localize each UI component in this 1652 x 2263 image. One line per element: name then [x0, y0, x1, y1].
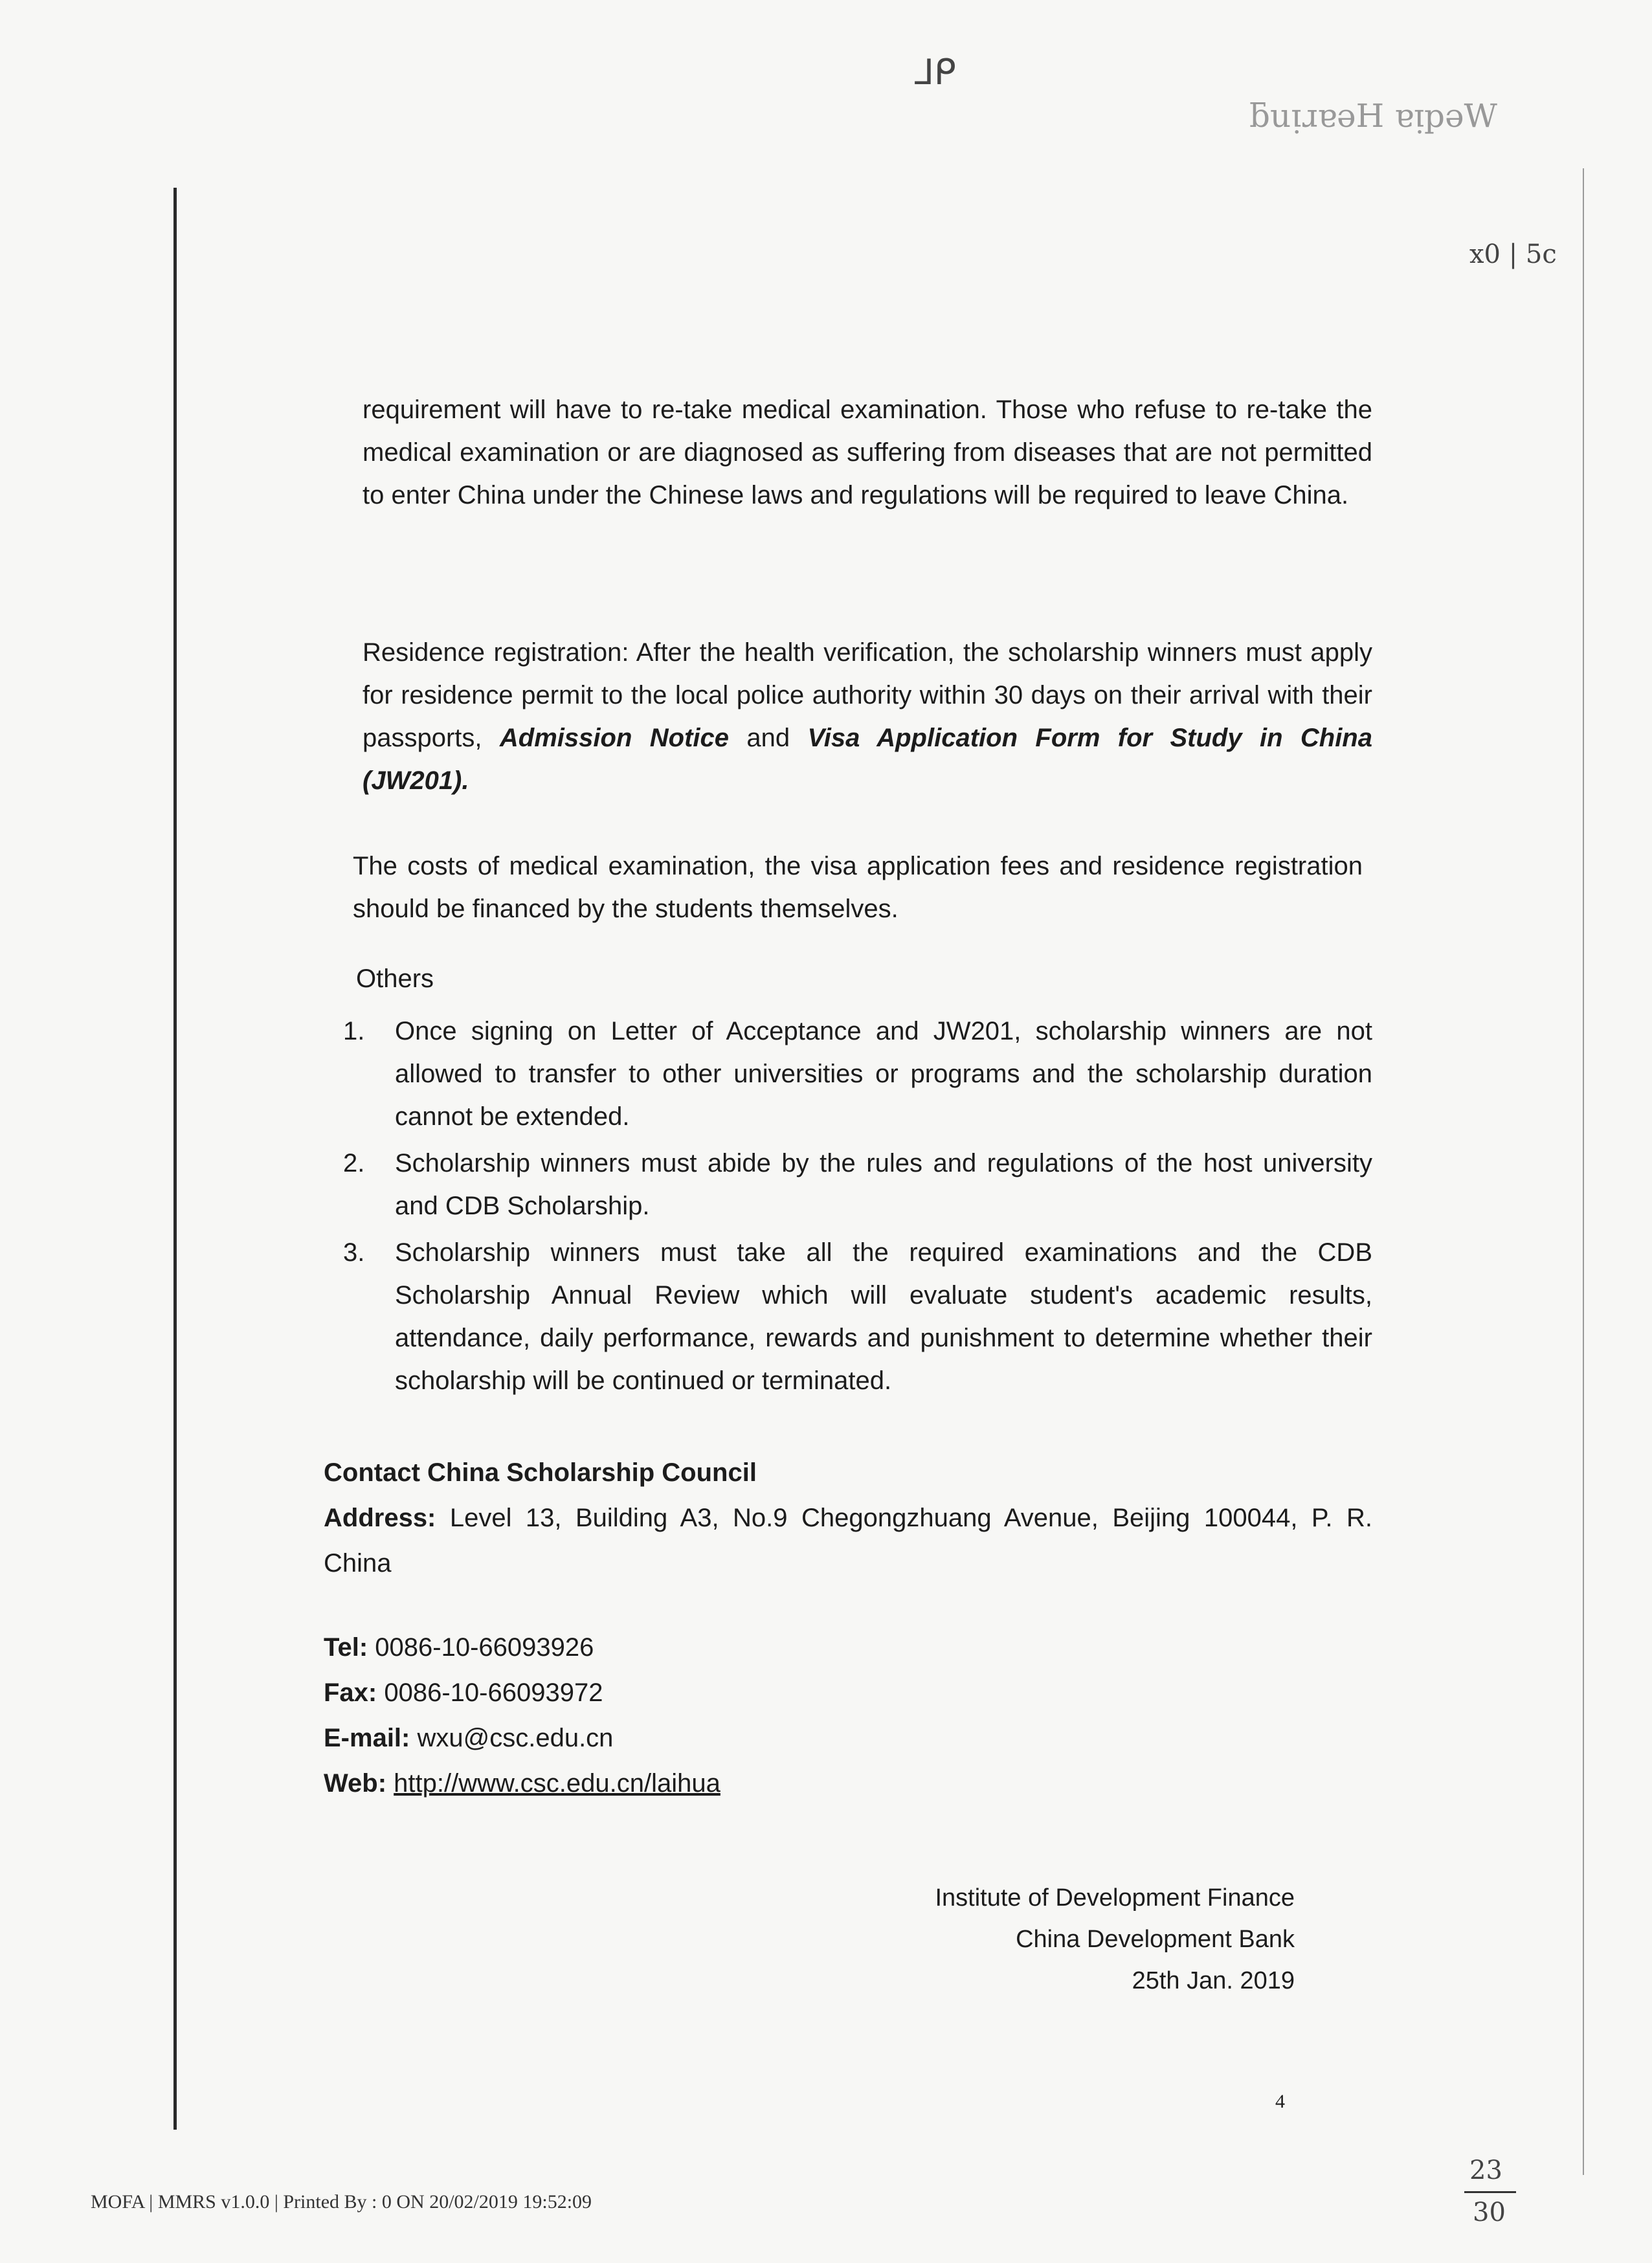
handwritten-fraction-bottom: 30 [1473, 2198, 1506, 2227]
contact-email: E-mail: wxu@csc.edu.cn [324, 1724, 614, 1752]
list-item: 3. Scholarship winners must take all the required examinations and the CDB Scholarship Annual Review which will evaluate student's academic results, attendance, daily performance, rewards and punishment to determine whether their scholarship will be continued or terminated. [343, 1238, 1372, 1395]
handwritten-top-mark: ᒧᑭ [913, 52, 956, 93]
admission-notice-text: Admission Notice [499, 724, 730, 752]
page-number: 4 [1275, 2091, 1285, 2112]
visa-form-text: Visa Application Form for Study in China (JW201). [363, 724, 1372, 795]
scan-edge-line-right [1583, 168, 1584, 2175]
others-list [343, 1010, 1372, 1406]
web-link[interactable]: http://www.csc.edu.cn/laihua [394, 1769, 720, 1798]
signature-block: Institute of Development Finance China Development Bank 25th Jan. 2019 [935, 1884, 1295, 1994]
handwritten-side-mark: x0 | 5c [1469, 240, 1557, 269]
handwritten-fraction-top: 23 [1469, 2156, 1502, 2185]
contact-fax: Fax: 0086-10-66093972 [324, 1678, 603, 1707]
fraction-line [1464, 2191, 1516, 2193]
medical-paragraph: requirement will have to re-take medical examination. Those who refuse to re-take the medical examination or are diagnosed as suffering from diseases that are not permitted to enter China under the Chinese laws and regulations will be required to leave China. [363, 396, 1372, 509]
print-footer: MOFA | MMRS v1.0.0 | Printed By : 0 ON 20/02/2019 19:52:09 [91, 2191, 592, 2213]
costs-paragraph: The costs of medical examination, the visa application fees and residence registration should be financed by the students themselves. [353, 852, 1363, 923]
contact-web: Web: http://www.csc.edu.cn/laihua [324, 1769, 720, 1798]
residence-paragraph [363, 631, 1372, 802]
residence-text-b: and [729, 724, 808, 752]
scan-edge-line [173, 188, 177, 2130]
contact-heading: Contact China Scholarship Council [324, 1458, 757, 1487]
list-item: 1. Once signing on Letter of Acceptance and JW201, scholarship winners are not allowed to transfer to other universities or programs and the scholarship duration cannot be extended. [343, 1017, 1372, 1131]
contact-tel: Tel: 0086-10-66093926 [324, 1633, 594, 1662]
handwritten-top-right-note: ƃuᴉɹɐǝH ɐᴉpǝW [1249, 97, 1497, 135]
others-heading: Others [356, 964, 434, 993]
residence-text-a: Residence registration: After the health verification, the scholarship winners must apply for residence permit to the local police authority within 30 days on their arrival with their passports, [363, 638, 1372, 752]
list-item: 2. Scholarship winners must abide by the rules and regulations of the host university and CDB Scholarship. [343, 1149, 1372, 1220]
contact-block [324, 1450, 1372, 1806]
contact-address: Address: Level 13, Building A3, No.9 Chegongzhuang Avenue, Beijing 100044, P. R. China [324, 1504, 1372, 1577]
